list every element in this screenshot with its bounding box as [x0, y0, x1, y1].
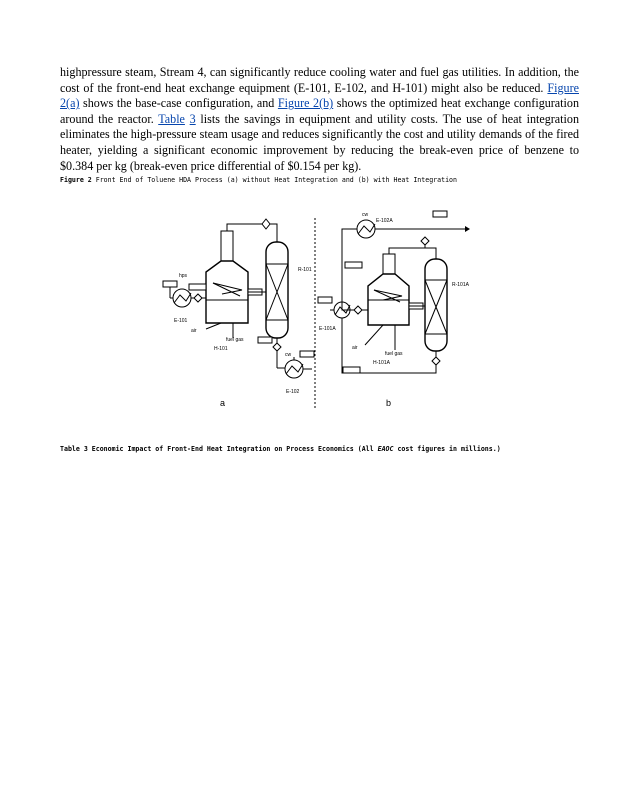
label-e101: E-101: [174, 318, 188, 324]
temp-box-a1: [163, 281, 177, 287]
label-cw-a: cw: [285, 352, 292, 358]
valve-diamond-b1: [421, 237, 429, 245]
temp-box-b2: [345, 262, 362, 268]
panel-b-label: b: [386, 398, 392, 408]
figure-2b-link[interactable]: Figure 2(b): [277, 96, 334, 111]
label-e102: E-102: [286, 389, 300, 395]
temp-box-a2: [189, 284, 206, 290]
label-r101: R-101: [298, 267, 312, 273]
reactor-r101a: [425, 259, 447, 351]
label-h101a: H-101A: [373, 360, 390, 366]
paragraph-text-3: shows the optimized heat exchange configuration around the reactor.: [60, 96, 579, 126]
paragraph-text-5: lists the savings in equipment and utility costs. The use of heat integration eliminates the high-pressure steam usage and reduces significantly the cost and utility demands of the fired heater, yielding a significant economic improvement by reducing the break-even price of benzene to $0.384 per kg (break-even price differential of $0.154 per kg).: [60, 111, 579, 173]
valve-diamond-b2: [354, 306, 362, 314]
reactor-r101: [266, 242, 288, 338]
table-3-caption-label: Table 3: [60, 445, 88, 453]
table-link[interactable]: Table: [158, 111, 185, 126]
label-air-b: air: [352, 345, 358, 351]
label-air-a: air: [191, 328, 197, 334]
valve-diamond-a2: [194, 294, 202, 302]
exchanger-e101: [173, 289, 191, 307]
table-3-caption-text-2: cost figures in millions.): [393, 445, 501, 453]
table-3-caption: [60, 445, 501, 453]
paragraph-text-2: shows the base-case configuration, and: [79, 96, 278, 111]
temp-box-b1: [433, 211, 447, 217]
valve-diamond-a1: [262, 219, 270, 229]
label-r101a: R-101A: [452, 282, 469, 288]
figure-2-caption-text: Front End of Toluene HDA Process (a) without Heat Integration and (b) with Heat Integration: [91, 176, 457, 184]
valve-diamond-b3: [432, 357, 440, 365]
figure-2-caption-label: Figure 2: [60, 176, 92, 184]
panel-a: [163, 219, 314, 408]
label-e102a: E-102A: [376, 218, 393, 224]
temp-box-a4: [258, 337, 272, 343]
label-fuel-gas-a: fuel gas: [226, 337, 244, 343]
label-fuel-gas-b: fuel gas: [385, 351, 403, 357]
valve-diamond-a3: [273, 343, 281, 351]
label-e101a: E-101A: [319, 326, 336, 332]
temp-box-b5: [343, 367, 360, 373]
temp-box-b3: [318, 297, 332, 303]
furnace-h101: [206, 231, 248, 323]
label-cw-b: cw: [362, 212, 369, 218]
exchanger-e102: [285, 360, 303, 378]
exchanger-e102a: [357, 220, 375, 238]
table-3-caption-text-1: Economic Impact of Front-End Heat Integration on Process Economics (All: [87, 445, 378, 453]
paragraph-text-1: highpressure steam, Stream 4, can significantly reduce cooling water and fuel gas utilities. In addition, the cost of the front-end heat exchange equipment (E-101, E-102, and H-101) might also be reduced.: [60, 65, 579, 95]
label-h101: H-101: [214, 346, 228, 352]
label-hps: hps: [179, 273, 188, 279]
temp-box-a5: [300, 351, 314, 357]
table-3-link[interactable]: 3: [189, 111, 196, 126]
figure-2a-link[interactable]: Figure 2(a): [60, 80, 579, 111]
table-3-caption-italic: EAOC: [377, 445, 394, 453]
panel-a-label: a: [220, 398, 226, 408]
panel-b: [318, 211, 470, 408]
furnace-h101a: [368, 254, 409, 325]
